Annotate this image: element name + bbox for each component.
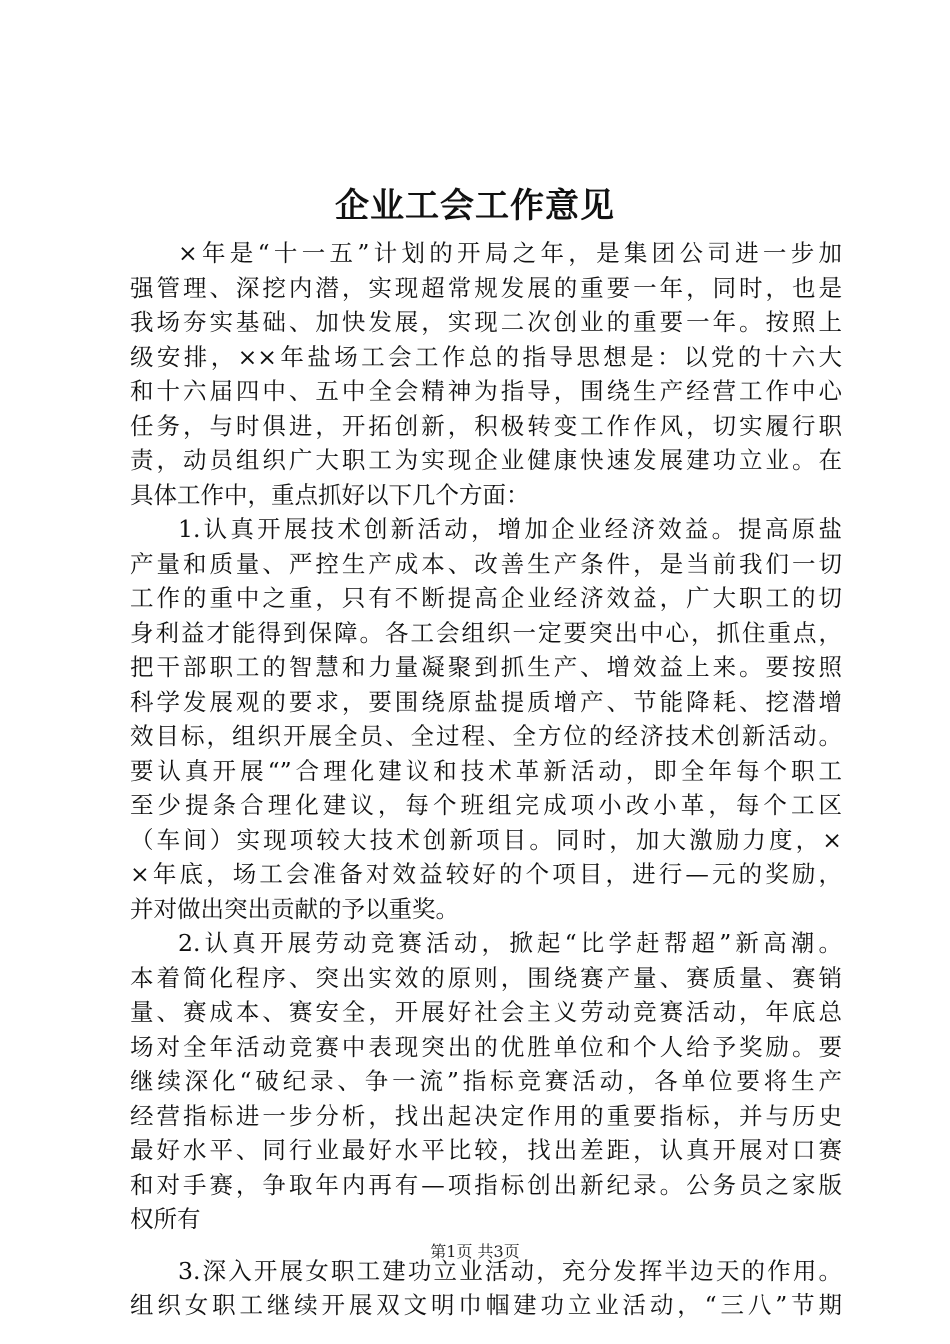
paragraph-line: （车间）实现项较大技术创新项目。同时，加大激励力度，× — [130, 825, 842, 854]
paragraph-line: ×年是“十一五”计划的开局之年，是集团公司进一步加 — [178, 239, 842, 267]
paragraph-line: 责，动员组织广大职工为实现企业健康快速发展建功立业。在 — [130, 446, 842, 474]
paragraph-line: 我场夯实基础、加快发展，实现二次创业的重要一年。按照上 — [130, 308, 842, 336]
paragraph-line: 权所有 — [130, 1205, 201, 1233]
paragraph-line: 至少提条合理化建议，每个班组完成项小改小革，每个工区 — [130, 791, 842, 819]
paragraph-line: 场对全年活动竞赛中表现突出的优胜单位和个人给予奖励。要 — [130, 1032, 842, 1061]
paragraph-line: 强管理、深挖内潜，实现超常规发展的重要一年，同时，也是 — [130, 273, 842, 302]
document-body — [130, 236, 842, 1323]
paragraph-line: 科学发展观的要求，要围绕原盐提质增产、节能降耗、挖潜增 — [130, 687, 842, 716]
paragraph-line: 本着简化程序、突出实效的原则，围绕赛产量、赛质量、赛销 — [130, 963, 842, 992]
paragraph-line: 组织女职工继续开展双文明巾帼建功立业活动，“三八”节期 — [130, 1291, 842, 1319]
paragraph-line: 产量和质量、严控生产成本、改善生产条件，是当前我们一切 — [130, 549, 842, 578]
paragraph-line: 工作的重中之重，只有不断提高企业经济效益，广大职工的切 — [130, 584, 842, 612]
paragraph-line: 具体工作中，重点抓好以下几个方面： — [130, 480, 530, 509]
document-title: 企业工会工作意见 — [335, 186, 615, 226]
page-number-footer: 第1页 共3页 — [430, 1242, 520, 1261]
paragraph-line: 和对手赛，争取年内再有—项指标创出新纪录。公务员之家版 — [130, 1170, 842, 1199]
paragraph-line: 任务，与时俱进，开拓创新，积极转变工作作风，切实履行职 — [130, 411, 842, 440]
paragraph-line: 1.认真开展技术创新活动，增加企业经济效益。提高原盐 — [178, 515, 842, 543]
paragraph-line: 身利益才能得到保障。各工会组织一定要突出中心，抓住重点， — [130, 618, 842, 647]
paragraph-line: 并对做出突出贡献的予以重奖。 — [130, 894, 459, 923]
paragraph-line: 和十六届四中、五中全会精神为指导，围绕生产经营工作中心 — [130, 377, 842, 405]
paragraph-line: 继续深化“破纪录、争一流”指标竞赛活动，各单位要将生产 — [130, 1067, 842, 1095]
paragraph-line: 最好水平、同行业最好水平比较，找出差距，认真开展对口赛 — [130, 1136, 842, 1164]
paragraph-line: 把干部职工的智慧和力量凝聚到抓生产、增效益上来。要按照 — [130, 653, 842, 681]
paragraph-line: 经营指标进一步分析，找出起决定作用的重要指标，并与历史 — [130, 1101, 842, 1130]
paragraph-line: 量、赛成本、赛安全，开展好社会主义劳动竞赛活动，年底总 — [130, 998, 842, 1026]
paragraph-line: 效目标，组织开展全员、全过程、全方位的经济技术创新活动。 — [130, 722, 842, 750]
paragraph-line: 要认真开展“”合理化建议和技术革新活动，即全年每个职工 — [130, 756, 842, 785]
paragraph-line: ×年底，场工会准备对效益较好的个项目，进行—元的奖励， — [130, 860, 842, 888]
paragraph-line: 2.认真开展劳动竞赛活动，掀起“比学赶帮超”新高潮。 — [178, 929, 842, 957]
paragraph-line: 3.深入开展女职工建功立业活动，充分发挥半边天的作用。 — [178, 1256, 842, 1285]
paragraph-line: 级安排，××年盐场工会工作总的指导思想是：以党的十六大 — [130, 342, 842, 371]
